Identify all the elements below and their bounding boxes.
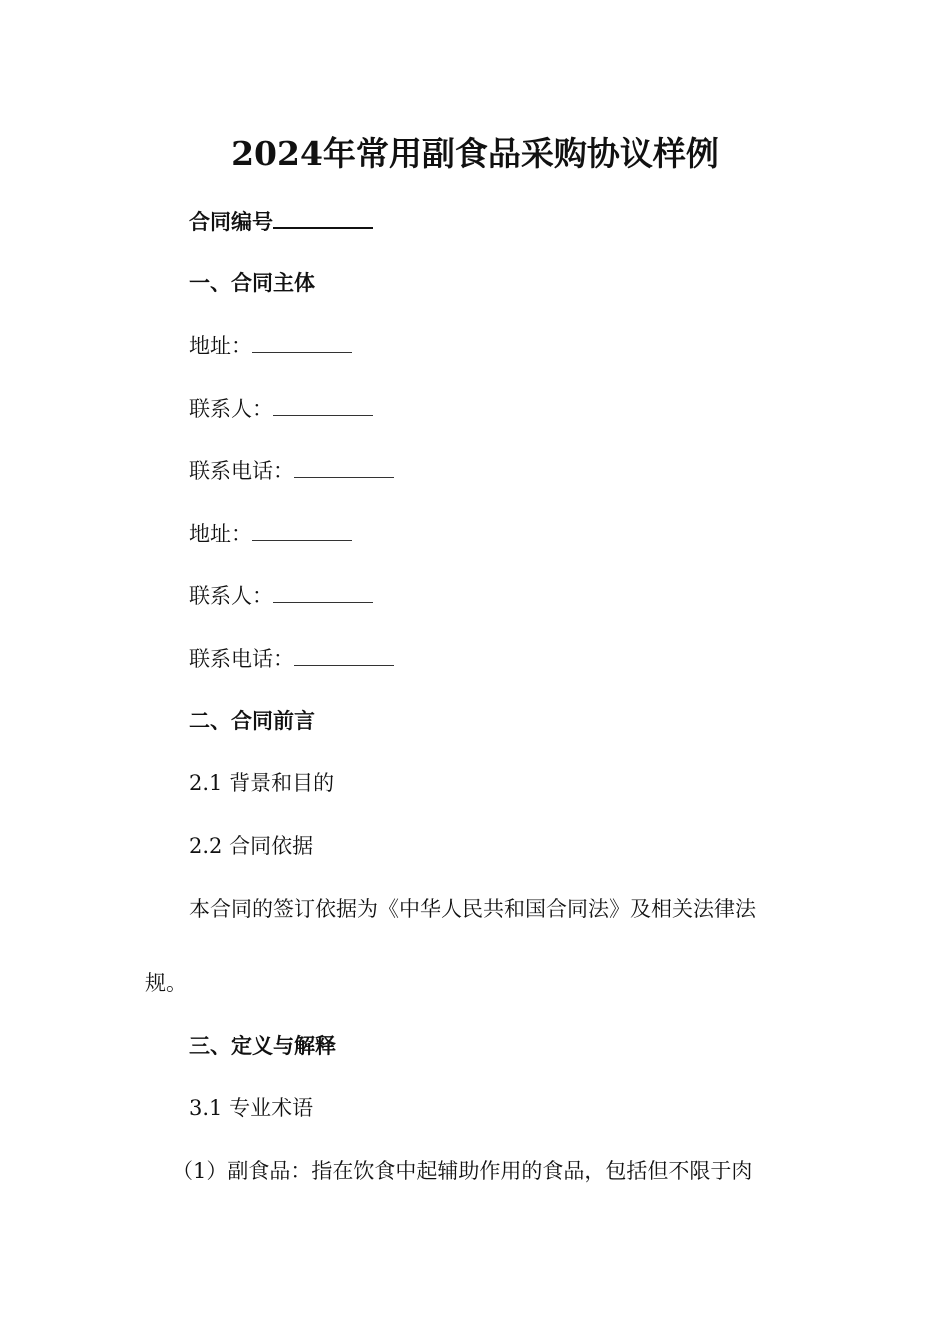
phone-label: 联系电话： — [189, 647, 294, 671]
address-blank[interactable] — [252, 520, 352, 541]
section-2-heading: 二、合同前言 — [189, 708, 315, 733]
address-label: 地址： — [189, 522, 252, 546]
definition-1: （1）副食品：指在饮食中起辅助作用的食品，包括但不限于肉 — [172, 1159, 753, 1183]
contact-label: 联系人： — [189, 397, 273, 421]
section-3-heading: 三、定义与解释 — [189, 1033, 336, 1058]
contact-label: 联系人： — [189, 584, 273, 608]
phone-label: 联系电话： — [189, 459, 294, 483]
section-1-heading: 一、合同主体 — [189, 270, 315, 295]
address-blank[interactable] — [252, 332, 352, 353]
contract-number-line — [189, 205, 373, 237]
basis-paragraph-line-2: 规。 — [145, 971, 187, 995]
basis-paragraph-line-1: 本合同的签订依据为《中华人民共和国合同法》及相关法律法 — [189, 897, 756, 921]
phone-blank[interactable] — [294, 645, 394, 666]
item-2-1: 2.1 背景和目的 — [189, 771, 335, 795]
party-a-phone-line — [189, 456, 394, 486]
document-title: 2024年常用副食品采购协议样例 — [231, 134, 719, 173]
party-b-phone-line — [189, 644, 394, 674]
contract-number-blank[interactable] — [273, 205, 373, 229]
item-2-2: 2.2 合同依据 — [189, 834, 314, 858]
contact-blank[interactable] — [273, 582, 373, 603]
party-a-address-line — [189, 331, 352, 361]
party-a-contact-line — [189, 394, 373, 424]
address-label: 地址： — [189, 334, 252, 358]
item-3-1: 3.1 专业术语 — [189, 1096, 314, 1120]
phone-blank[interactable] — [294, 457, 394, 478]
party-b-address-line — [189, 519, 352, 549]
contact-blank[interactable] — [273, 395, 373, 416]
party-b-contact-line — [189, 581, 373, 611]
contract-number-label: 合同编号 — [189, 209, 273, 234]
